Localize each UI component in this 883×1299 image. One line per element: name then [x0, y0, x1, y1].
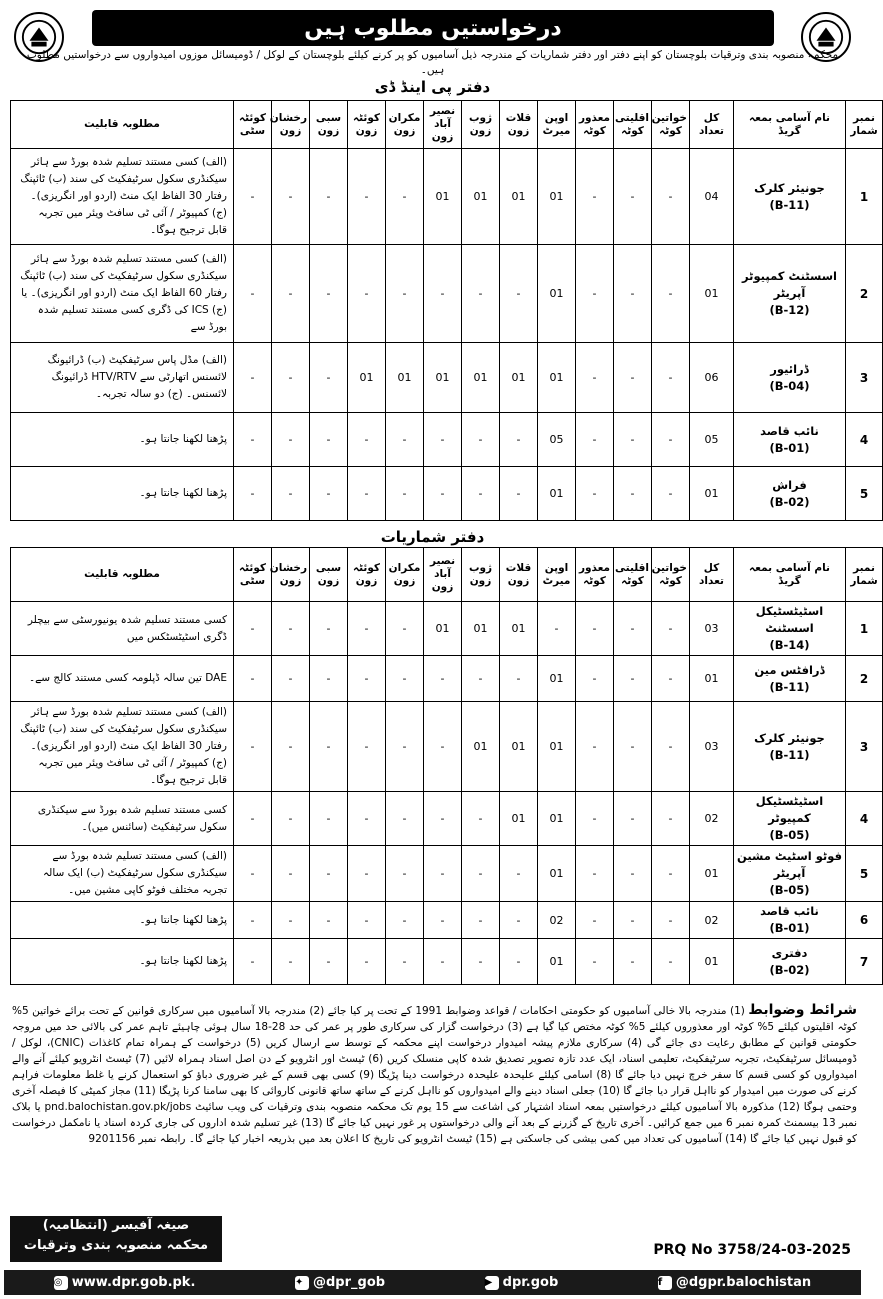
- zhob-cell: -: [462, 413, 500, 467]
- post-name: جونیئر کلرک: [754, 730, 825, 745]
- open-cell: 01: [538, 467, 576, 521]
- sibi-cell: -: [310, 902, 348, 939]
- open-cell: 01: [538, 149, 576, 245]
- column-header-quetta-zone: کوئٹہ زون: [348, 548, 386, 602]
- total-cell: 01: [690, 939, 734, 985]
- post-grade: (B-01): [769, 921, 810, 935]
- nasirabad-cell: -: [424, 902, 462, 939]
- quetta-zone-cell: -: [348, 413, 386, 467]
- serial-cell: 4: [846, 413, 883, 467]
- website-link[interactable]: www.dpr.gob.pk.: [71, 1275, 196, 1290]
- post-grade: (B-02): [769, 962, 810, 977]
- disabled-cell: -: [576, 702, 614, 792]
- post-name-cell: [734, 149, 846, 245]
- zhob-cell: -: [462, 902, 500, 939]
- qualification-cell: کسی مستند تسلیم شدہ بورڈ سے سیکنڈری سکول سرٹیفکیٹ (سائنس میں)۔: [11, 792, 234, 846]
- open-cell: 01: [538, 343, 576, 413]
- women-cell: -: [652, 846, 690, 902]
- makran-cell: -: [386, 245, 424, 343]
- sibi-cell: -: [310, 245, 348, 343]
- open-cell: 01: [538, 939, 576, 985]
- column-header-disabled: معذور کوٹہ: [576, 548, 614, 602]
- total-cell: 06: [690, 343, 734, 413]
- post-name: دفتری: [771, 945, 808, 960]
- zhob-cell: -: [462, 245, 500, 343]
- makran-cell: -: [386, 702, 424, 792]
- nasirabad-cell: -: [424, 792, 462, 846]
- disabled-cell: -: [576, 343, 614, 413]
- column-header-women: خواتین کوٹہ: [652, 101, 690, 149]
- post-name-cell: [734, 343, 846, 413]
- intro-text: محکمہ منصوبہ بندی وترقیات بلوچستان کو اپنے دفتر اور دفتر شماریات کے مندرجہ ذیل آسامیوں کو پر کرنے کیلئے بلوچستان کے لوکل / ڈومیسائل موزوں امیدواروں سے درخواستیں مطلوب ہیں۔: [26, 49, 839, 76]
- women-cell: -: [652, 343, 690, 413]
- makran-cell: -: [386, 467, 424, 521]
- women-cell: -: [652, 245, 690, 343]
- signature-title: صیغہ آفیسر (انتظامیہ): [42, 1218, 190, 1233]
- rakhshan-cell: -: [272, 467, 310, 521]
- disabled-cell: -: [576, 602, 614, 656]
- quetta-zone-cell: -: [348, 792, 386, 846]
- sibi-cell: -: [310, 343, 348, 413]
- nasirabad-cell: -: [424, 245, 462, 343]
- open-cell: 01: [538, 245, 576, 343]
- serial-cell: 3: [846, 702, 883, 792]
- quetta-zone-cell: -: [348, 245, 386, 343]
- quetta-zone-cell: 01: [348, 343, 386, 413]
- zhob-cell: 01: [462, 702, 500, 792]
- quetta-city-cell: -: [234, 602, 272, 656]
- column-header-rakhshan: رخشان زون: [272, 548, 310, 602]
- globe-icon: ◎: [54, 1276, 68, 1290]
- post-name: فراش: [772, 477, 807, 492]
- quetta-city-cell: -: [234, 702, 272, 792]
- post-grade: (B-11): [769, 747, 810, 762]
- total-cell: 01: [690, 245, 734, 343]
- post-name: اسسٹنٹ کمپیوٹر آپریٹر: [742, 269, 837, 300]
- minority-cell: -: [614, 902, 652, 939]
- total-cell: 04: [690, 149, 734, 245]
- table-row: [11, 846, 883, 902]
- disabled-cell: -: [576, 413, 614, 467]
- quetta-zone-cell: -: [348, 939, 386, 985]
- serial-cell: 5: [846, 846, 883, 902]
- kalat-cell: -: [500, 902, 538, 939]
- total-cell: 01: [690, 467, 734, 521]
- sibi-cell: -: [310, 656, 348, 702]
- kalat-cell: -: [500, 846, 538, 902]
- post-grade: (B-14): [769, 638, 810, 652]
- column-header-serial: نمبر شمار: [846, 101, 883, 149]
- column-header-quetta-city: کوئٹہ سٹی: [234, 548, 272, 602]
- column-header-total: کل تعداد: [690, 101, 734, 149]
- total-cell: 01: [690, 846, 734, 902]
- column-header-sibi: سبی زون: [310, 101, 348, 149]
- post-grade: (B-05): [769, 828, 810, 842]
- qualification-cell: (الف) کسی مستند تسلیم شدہ بورڈ سے ہائر سیکنڈری سکول سرٹیفکیٹ کی سند (ب) ٹائپنگ رفتار 30 الفاظ ایک منٹ (اردو اور انگریزی)۔ (ج) کمپیوٹر / آئی ٹی سافٹ ویئر میں تجربہ قابل ترجیح ہوگا۔: [11, 702, 234, 792]
- quetta-city-cell: -: [234, 939, 272, 985]
- column-header-minority: اقلیتی کوٹہ: [614, 548, 652, 602]
- column-header-total: کل تعداد: [690, 548, 734, 602]
- zhob-cell: -: [462, 792, 500, 846]
- table-header-row: [11, 101, 883, 149]
- post-name-cell: [734, 467, 846, 521]
- women-cell: -: [652, 467, 690, 521]
- rakhshan-cell: -: [272, 343, 310, 413]
- kalat-cell: -: [500, 939, 538, 985]
- minority-cell: -: [614, 846, 652, 902]
- nasirabad-cell: -: [424, 702, 462, 792]
- footer-website[interactable]: [54, 1275, 196, 1290]
- women-cell: -: [652, 413, 690, 467]
- post-name: نائب قاصد: [760, 423, 819, 438]
- minority-cell: -: [614, 467, 652, 521]
- women-cell: -: [652, 702, 690, 792]
- post-name-cell: [734, 902, 846, 939]
- quetta-zone-cell: -: [348, 902, 386, 939]
- kalat-cell: 01: [500, 602, 538, 656]
- serial-cell: 2: [846, 656, 883, 702]
- rakhshan-cell: -: [272, 602, 310, 656]
- nasirabad-cell: -: [424, 846, 462, 902]
- column-header-qualification: مطلوبہ قابلیت: [11, 101, 234, 149]
- post-name-cell: [734, 245, 846, 343]
- column-header-sibi: سبی زون: [310, 548, 348, 602]
- quetta-zone-cell: -: [348, 702, 386, 792]
- qualification-cell: (الف) کسی مستند تسلیم شدہ بورڈ سے ہائر سیکنڈری سکول سرٹیفکیٹ کی سند (ب) ٹائپنگ رفتار 60 الفاظ ایک منٹ (اردو اور انگریزی)۔ یا (ج) ICS کی ڈگری کسی مستند تسلیم شدہ بورڈ سے: [11, 245, 234, 343]
- table-row: [11, 902, 883, 939]
- post-name-cell: [734, 602, 846, 656]
- qualification-cell: پڑھنا لکھنا جانتا ہو۔: [11, 902, 234, 939]
- women-cell: -: [652, 902, 690, 939]
- nasirabad-cell: -: [424, 467, 462, 521]
- rakhshan-cell: -: [272, 846, 310, 902]
- quetta-city-cell: -: [234, 846, 272, 902]
- zhob-cell: -: [462, 939, 500, 985]
- serial-cell: 4: [846, 792, 883, 846]
- total-cell: 02: [690, 792, 734, 846]
- table-row: [11, 343, 883, 413]
- kalat-cell: -: [500, 656, 538, 702]
- rakhshan-cell: -: [272, 939, 310, 985]
- nasirabad-cell: -: [424, 939, 462, 985]
- sibi-cell: -: [310, 413, 348, 467]
- qualification-cell: (الف) مڈل پاس سرٹیفکیٹ (ب) ڈرائیونگ لائسنس اتھارٹی سے HTV/RTV ڈرائیونگ لائسنس۔ (ج) دو سالہ تجربہ۔: [11, 343, 234, 413]
- rakhshan-cell: -: [272, 656, 310, 702]
- minority-cell: -: [614, 413, 652, 467]
- quetta-city-cell: -: [234, 245, 272, 343]
- table-row: [11, 939, 883, 985]
- zhob-cell: -: [462, 656, 500, 702]
- kalat-cell: -: [500, 467, 538, 521]
- nasirabad-cell: -: [424, 656, 462, 702]
- serial-cell: 7: [846, 939, 883, 985]
- zhob-cell: 01: [462, 149, 500, 245]
- qualification-cell: (الف) کسی مستند تسلیم شدہ بورڈ سے سیکنڈری سکول سرٹیفکیٹ (ب) ایک سالہ تجربہ مختلف فوٹو کاپی مشین میں۔: [11, 846, 234, 902]
- column-header-makran: مکران زون: [386, 101, 424, 149]
- facebook-icon: f: [658, 1276, 672, 1290]
- youtube-icon: ▶: [485, 1276, 499, 1290]
- quetta-zone-cell: -: [348, 656, 386, 702]
- post-name: اسٹیٹسٹیکل کمپیوٹر: [755, 794, 824, 825]
- total-cell: 02: [690, 902, 734, 939]
- post-name-cell: [734, 413, 846, 467]
- youtube-handle[interactable]: dpr.gob: [502, 1275, 559, 1290]
- rakhshan-cell: -: [272, 792, 310, 846]
- page-title: درخواستیں مطلوب ہیں: [92, 10, 774, 46]
- sibi-cell: -: [310, 149, 348, 245]
- post-name-cell: [734, 656, 846, 702]
- zhob-cell: -: [462, 467, 500, 521]
- rakhshan-cell: -: [272, 902, 310, 939]
- nasirabad-cell: 01: [424, 343, 462, 413]
- twitter-icon: ✦: [295, 1276, 309, 1290]
- table-row: [11, 792, 883, 846]
- open-cell: 05: [538, 413, 576, 467]
- quetta-zone-cell: -: [348, 846, 386, 902]
- sibi-cell: -: [310, 602, 348, 656]
- post-name-cell: [734, 702, 846, 792]
- post-grade: (B-12): [769, 303, 810, 317]
- column-header-makran: مکران زون: [386, 548, 424, 602]
- women-cell: -: [652, 656, 690, 702]
- footer-twitter[interactable]: [295, 1275, 385, 1290]
- prq-number: PRQ No 3758/24-03-2025: [653, 1242, 851, 1258]
- open-cell: 01: [538, 656, 576, 702]
- section-title-pnd: دفتر پی اینڈ ڈی: [374, 78, 491, 96]
- table-row: [11, 149, 883, 245]
- disabled-cell: -: [576, 939, 614, 985]
- minority-cell: -: [614, 702, 652, 792]
- total-cell: 03: [690, 602, 734, 656]
- column-header-qualification: مطلوبہ قابلیت: [11, 548, 234, 602]
- qualification-cell: پڑھنا لکھنا جانتا ہو۔: [11, 939, 234, 985]
- post-grade: (B-01): [769, 440, 810, 455]
- post-name: فوٹو اسٹیٹ مشین آپریٹر: [737, 849, 842, 880]
- disabled-cell: -: [576, 656, 614, 702]
- column-header-disabled: معذور کوٹہ: [576, 101, 614, 149]
- minority-cell: -: [614, 149, 652, 245]
- zhob-cell: 01: [462, 343, 500, 413]
- qualification-cell: پڑھنا لکھنا جانتا ہو۔: [11, 413, 234, 467]
- disabled-cell: -: [576, 846, 614, 902]
- facebook-handle[interactable]: @dgpr.balochistan: [675, 1275, 812, 1290]
- women-cell: -: [652, 792, 690, 846]
- quetta-city-cell: -: [234, 902, 272, 939]
- quetta-city-cell: -: [234, 792, 272, 846]
- kalat-cell: -: [500, 413, 538, 467]
- rakhshan-cell: -: [272, 413, 310, 467]
- table-header-row: [11, 548, 883, 602]
- open-cell: 01: [538, 846, 576, 902]
- makran-cell: -: [386, 656, 424, 702]
- kalat-cell: 01: [500, 343, 538, 413]
- rakhshan-cell: -: [272, 245, 310, 343]
- column-header-open: اوپن میرٹ: [538, 101, 576, 149]
- jobs-table-statistics: [10, 547, 883, 985]
- column-header-kalat: قلات زون: [500, 548, 538, 602]
- serial-cell: 1: [846, 149, 883, 245]
- serial-cell: 5: [846, 467, 883, 521]
- terms-text: (1) مندرجہ بالا خالی آسامیوں کو حکومتی احکامات / قواعد وضوابط 1991 کے تحت پر کیا جائے (2) مندرجہ بالا آسامیوں میں سرکاری قوانین کے تحت برائے خواتین 5% کوٹہ اقلیتوں کیلئے 5% کوٹہ اور معذوروں کیلئے 5% کوٹہ مختص کیا گیا ہے (3) درخواست گزار کی سرکاری طور پر عمر کی حد 28-18 سال ہوئی چاہیئے تاہم عمر کی بالائی حد میں مروجہ حکومتی قوانین کے مطابق رعایت دی جائے گی (4) سرکاری ملازم پیشہ امیدوار درخواست اپنے محکمہ کے توسط سے ارسال کریں (5) درخواست کے ہمراہ تمام کاغذات (CNIC)، لوکل / ڈومیسائل سرٹیفکیٹ، تجربہ سرٹیفکیٹ، تعلیمی اسناد، ایک عدد تازہ تصویر تصدیق شدہ کاپی منسلک کریں (6) ٹیسٹ اور انٹرویو کے دن اصل اسناد ہمراہ لائیں (7) ٹیسٹ انٹرویو کیلئے آنے والے امیدواروں کو کسی قسم کا سفر خرچ نہیں دیا جائے گا (8) اسامی کیلئے علیحدہ علیحدہ درخواست دینا پڑیگا (9) کسی بھی قسم کے غیر ضروری دباؤ کو استعمال کرنے یا غلط معلومات فراہم کرنے کی صورت میں امیدوار کو نااہل قرار دیا جائے گا (10) جعلی اسناد دینے والے امیدواروں کو نااہل کرنے کے ساتھ ساتھ قانونی کاروائی کا بھی سامنا کرنا پڑیگا (11) مجاز کمیٹی کا فیصلہ آخری وحتمی ہوگا (12) مذکورہ بالا آسامیوں کیلئے درخواستیں بمعہ اسناد اشتہار کی اشاعت سے 15 یوم تک محکمہ منصوبہ بندی وترقیات کی ویب سائیٹ pnd.balochistan.gov.pk/jobs یا بلاک نمبر 13 بیسمنٹ کمرہ نمبر 6 میں جمع کرائیں۔ آخری تاریخ کے گزرنے کے بعد آنے والی درخواستوں پر غور نہیں کیا جائے گا (13) غیر تسلیم شدہ اداروں کی جاری کردہ اسناد یا نامکمل درخواست کو قبول نہیں کیا جائے گا (14) آسامیوں کی تعداد میں کمی بیشی کی جاسکتی ہے (15) ٹیسٹ انٹرویو کی تاریخ کا اعلان بعد میں بذریعہ اخبار کیا جائے گا۔ رابطہ نمبر 9201156: [12, 1005, 858, 1145]
- serial-cell: 6: [846, 902, 883, 939]
- nasirabad-cell: -: [424, 413, 462, 467]
- quetta-city-cell: -: [234, 413, 272, 467]
- section-title-statistics: دفتر شماریات: [380, 528, 485, 546]
- sibi-cell: -: [310, 792, 348, 846]
- column-header-zhob: ژوب زون: [462, 101, 500, 149]
- post-grade: (B-11): [769, 679, 810, 694]
- column-header-serial: نمبر شمار: [846, 548, 883, 602]
- makran-cell: -: [386, 792, 424, 846]
- makran-cell: -: [386, 413, 424, 467]
- table-row: [11, 413, 883, 467]
- signature-block: [10, 1216, 222, 1262]
- quetta-city-cell: -: [234, 343, 272, 413]
- open-cell: 01: [538, 792, 576, 846]
- column-header-nasirabad: نصیر آباد زون: [424, 101, 462, 149]
- serial-cell: 1: [846, 602, 883, 656]
- footer-bar: [4, 1270, 861, 1295]
- footer-youtube[interactable]: [485, 1275, 559, 1290]
- total-cell: 05: [690, 413, 734, 467]
- quetta-city-cell: -: [234, 467, 272, 521]
- qualification-cell: کسی مستند تسلیم شدہ یونیورسٹی سے بیچلر ڈگری اسٹیٹسٹکس میں: [11, 602, 234, 656]
- minority-cell: -: [614, 939, 652, 985]
- table-row: [11, 602, 883, 656]
- post-name-cell: [734, 792, 846, 846]
- disabled-cell: -: [576, 902, 614, 939]
- post-name-cell: [734, 939, 846, 985]
- post-name-cell: [734, 846, 846, 902]
- column-header-kalat: قلات زون: [500, 101, 538, 149]
- post-grade: (B-04): [769, 378, 810, 393]
- column-header-zhob: ژوب زون: [462, 548, 500, 602]
- sibi-cell: -: [310, 702, 348, 792]
- twitter-handle[interactable]: @dpr_gob: [312, 1275, 386, 1290]
- footer-facebook[interactable]: [658, 1275, 811, 1290]
- sibi-cell: -: [310, 467, 348, 521]
- qualification-cell: پڑھنا لکھنا جانتا ہو۔: [11, 467, 234, 521]
- zhob-cell: 01: [462, 602, 500, 656]
- post-grade: (B-05): [769, 883, 810, 897]
- total-cell: 01: [690, 656, 734, 702]
- quetta-zone-cell: -: [348, 602, 386, 656]
- table-row: [11, 656, 883, 702]
- minority-cell: -: [614, 245, 652, 343]
- qualification-cell: DAE تین سالہ ڈپلومہ کسی مستند کالج سے۔: [11, 656, 234, 702]
- column-header-quetta-city: کوئٹہ سٹی: [234, 101, 272, 149]
- kalat-cell: 01: [500, 792, 538, 846]
- post-grade: (B-11): [769, 197, 810, 212]
- kalat-cell: -: [500, 245, 538, 343]
- sibi-cell: -: [310, 846, 348, 902]
- nasirabad-cell: 01: [424, 602, 462, 656]
- zhob-cell: -: [462, 846, 500, 902]
- open-cell: 02: [538, 902, 576, 939]
- advertisement-page: [4, 4, 878, 1295]
- terms-heading: شرائط وضوابط: [748, 1002, 858, 1018]
- minority-cell: -: [614, 656, 652, 702]
- sibi-cell: -: [310, 939, 348, 985]
- total-cell: 03: [690, 702, 734, 792]
- post-grade: (B-02): [769, 494, 810, 509]
- makran-cell: -: [386, 939, 424, 985]
- serial-cell: 2: [846, 245, 883, 343]
- column-header-minority: اقلیتی کوٹہ: [614, 101, 652, 149]
- post-name: ڈرافٹس مین: [754, 662, 825, 677]
- open-cell: 01: [538, 702, 576, 792]
- post-name: ڈرائیور: [770, 361, 809, 376]
- table-row: [11, 702, 883, 792]
- women-cell: -: [652, 939, 690, 985]
- post-name: اسٹیٹسٹیکل اسسٹنٹ: [755, 604, 824, 635]
- minority-cell: -: [614, 602, 652, 656]
- qualification-cell: (الف) کسی مستند تسلیم شدہ بورڈ سے ہائر سیکنڈری سکول سرٹیفکیٹ کی سند (ب) ٹائپنگ رفتار 30 الفاظ ایک منٹ (اردو اور انگریزی)۔ (ج) کمپیوٹر / آئی ٹی سافٹ ویئر میں تجربہ قابل ترجیح ہوگا۔: [11, 149, 234, 245]
- disabled-cell: -: [576, 467, 614, 521]
- disabled-cell: -: [576, 792, 614, 846]
- column-header-nasirabad: نصیر آباد زون: [424, 548, 462, 602]
- disabled-cell: -: [576, 245, 614, 343]
- minority-cell: -: [614, 343, 652, 413]
- jobs-table-pnd: [10, 100, 883, 521]
- quetta-city-cell: -: [234, 656, 272, 702]
- makran-cell: -: [386, 902, 424, 939]
- makran-cell: -: [386, 149, 424, 245]
- kalat-cell: 01: [500, 702, 538, 792]
- post-name: نائب قاصد: [760, 904, 819, 918]
- minority-cell: -: [614, 792, 652, 846]
- serial-cell: 3: [846, 343, 883, 413]
- column-header-women: خواتین کوٹہ: [652, 548, 690, 602]
- rakhshan-cell: -: [272, 702, 310, 792]
- column-header-quetta-zone: کوئٹہ زون: [348, 101, 386, 149]
- table-row: [11, 245, 883, 343]
- column-header-post: نام آسامی بمعہ گریڈ: [734, 101, 846, 149]
- table-row: [11, 467, 883, 521]
- column-header-open: اوپن میرٹ: [538, 548, 576, 602]
- makran-cell: 01: [386, 343, 424, 413]
- kalat-cell: 01: [500, 149, 538, 245]
- open-cell: -: [538, 602, 576, 656]
- quetta-zone-cell: -: [348, 149, 386, 245]
- terms-and-conditions: [12, 1002, 857, 1147]
- quetta-city-cell: -: [234, 149, 272, 245]
- disabled-cell: -: [576, 149, 614, 245]
- makran-cell: -: [386, 846, 424, 902]
- signature-department: محکمہ منصوبہ بندی وترقیات: [23, 1238, 209, 1253]
- column-header-post: نام آسامی بمعہ گریڈ: [734, 548, 846, 602]
- women-cell: -: [652, 602, 690, 656]
- makran-cell: -: [386, 602, 424, 656]
- quetta-zone-cell: -: [348, 467, 386, 521]
- women-cell: -: [652, 149, 690, 245]
- rakhshan-cell: -: [272, 149, 310, 245]
- post-name: جونیئر کلرک: [754, 180, 825, 195]
- column-header-rakhshan: رخشان زون: [272, 101, 310, 149]
- nasirabad-cell: 01: [424, 149, 462, 245]
